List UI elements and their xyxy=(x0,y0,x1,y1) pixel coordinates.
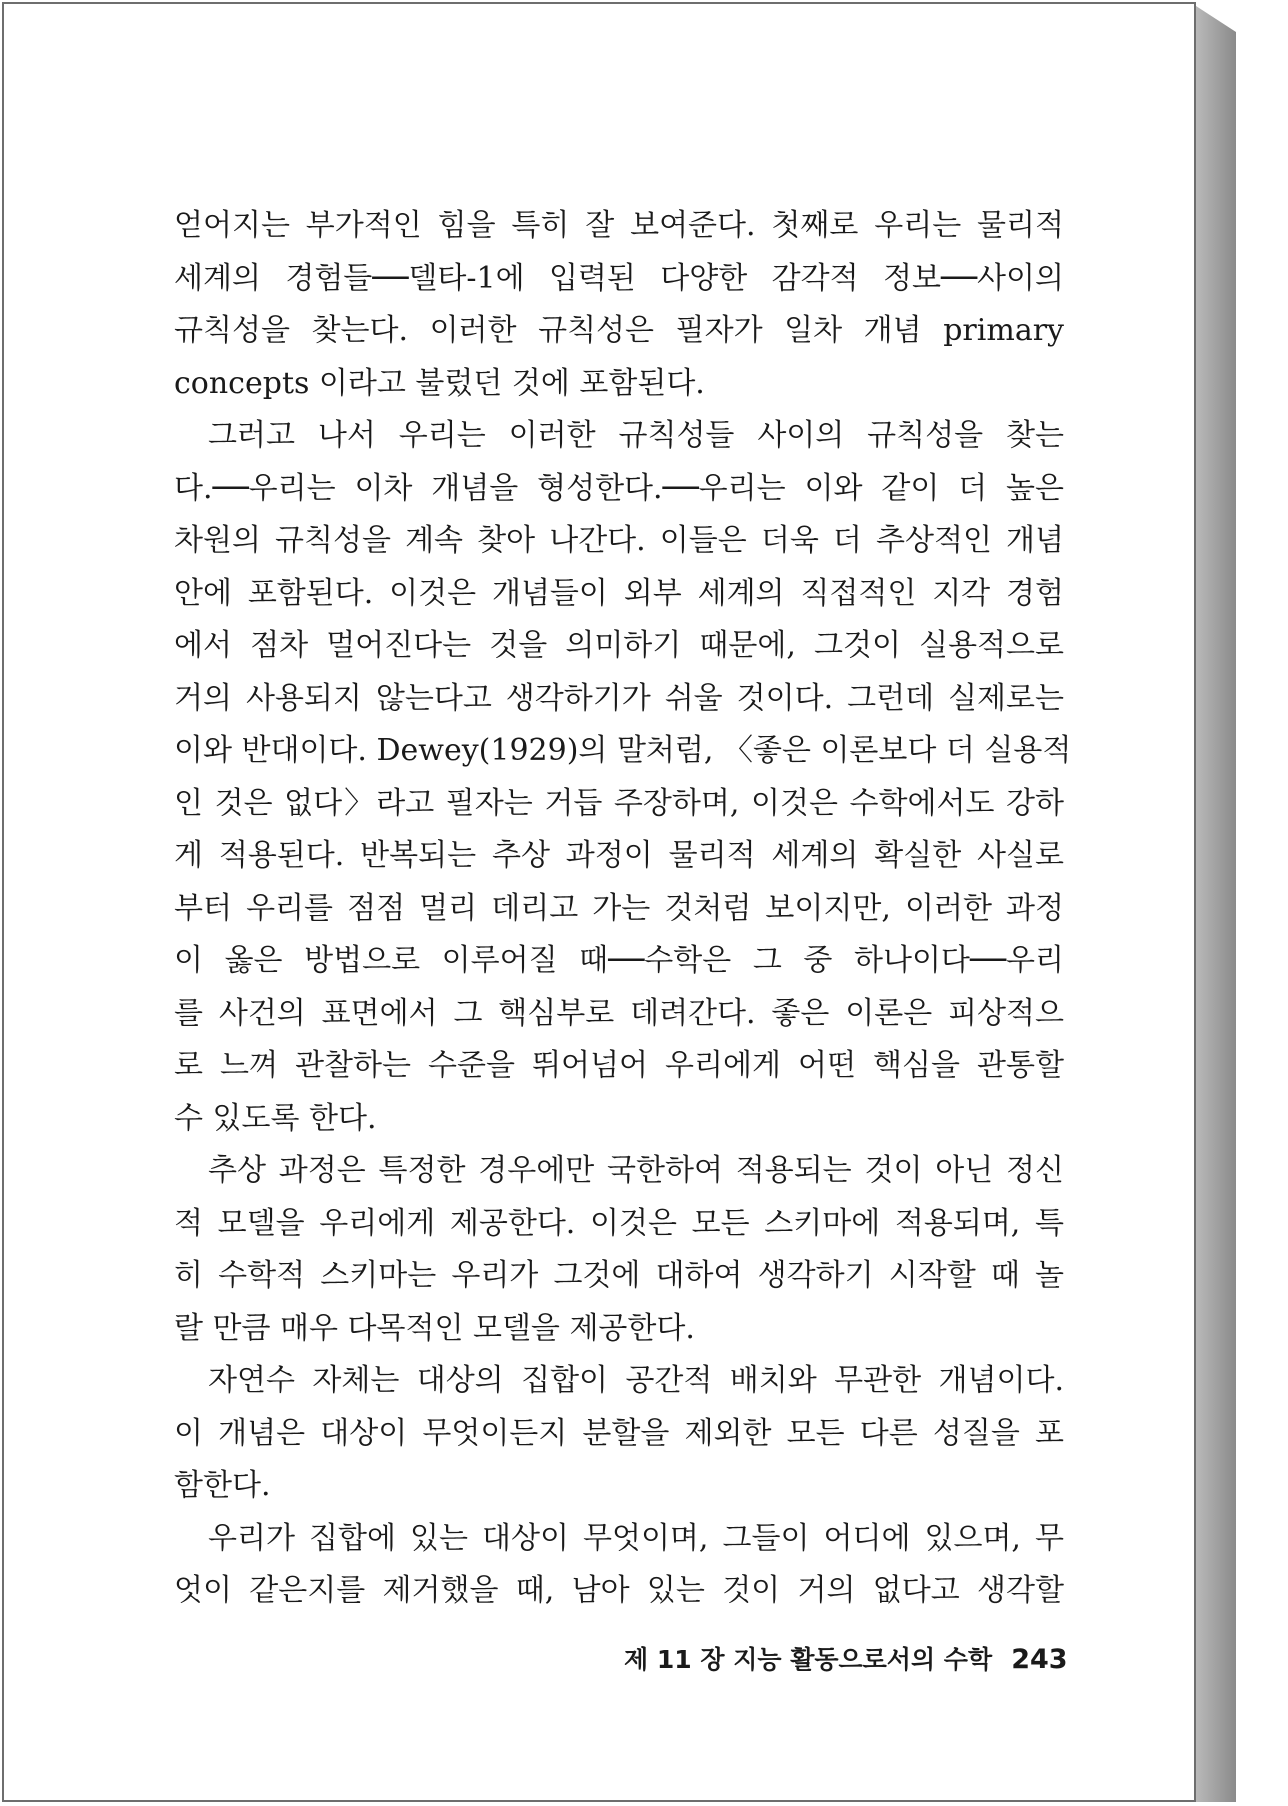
book-page xyxy=(2,2,1196,1802)
text-line: 히 수학적 스키마는 우리가 그것에 대하여 생각하기 시작할 때 놀 xyxy=(174,1258,1064,1293)
text-line: 로 느껴 관찰하는 수준을 뛰어넘어 우리에게 어떤 핵심을 관통할 xyxy=(174,1048,1064,1083)
text-line: 규칙성을 찾는다. 이러한 규칙성은 필자가 일차 개념 primary xyxy=(174,313,1064,348)
text-line: 이 개념은 대상이 무엇이든지 분할을 제외한 모든 다른 성질을 포 xyxy=(174,1415,1064,1451)
text-line: 세계의 경험들──델타-1에 입력된 다양한 감각적 정보──사이의 xyxy=(174,260,1064,296)
text-line: 추상 과정은 특정한 경우에만 국한하여 적용되는 것이 아닌 정신 xyxy=(208,1153,1064,1188)
text-line: 이 옳은 방법으로 이루어질 때──수학은 그 중 하나이다──우리 xyxy=(174,943,1064,978)
text-line: 자연수 자체는 대상의 집합이 공간적 배치와 무관한 개념이다. xyxy=(208,1363,1064,1398)
text-line: 적 모델을 우리에게 제공한다. 이것은 모든 스키마에 적용되며, 특 xyxy=(174,1205,1064,1241)
text-line: 수 있도록 한다. xyxy=(174,1100,377,1136)
text-line: 안에 포함된다. 이것은 개념들이 외부 세계의 직접적인 지각 경험 xyxy=(174,575,1064,611)
text-line: 엇이 같은지를 제거했을 때, 남아 있는 것이 거의 없다고 생각할 xyxy=(174,1573,1064,1608)
text-line: 인 것은 없다〉라고 필자는 거듭 주장하며, 이것은 수학에서도 강하 xyxy=(174,785,1064,821)
body-text xyxy=(174,200,1072,1618)
text-line: 다.──우리는 이차 개념을 형성한다.──우리는 이와 같이 더 높은 xyxy=(174,470,1064,506)
text-line: 에서 점차 멀어진다는 것을 의미하기 때문에, 그것이 실용적으로 xyxy=(174,628,1064,663)
page-number: 243 xyxy=(1011,1644,1068,1675)
text-line: 얻어지는 부가적인 힘을 특히 잘 보여준다. 첫째로 우리는 물리적 xyxy=(174,208,1064,243)
text-line: 함한다. xyxy=(174,1468,271,1503)
text-line: 를 사건의 표면에서 그 핵심부로 데려간다. 좋은 이론은 피상적으 xyxy=(174,995,1064,1031)
chapter-title: 제 11 장 지능 활동으로서의 수학 xyxy=(624,1645,993,1674)
text-line: 게 적용된다. 반복되는 추상 과정이 물리적 세계의 확실한 사실로 xyxy=(174,838,1064,873)
page-edge xyxy=(1196,6,1236,1802)
text-line: 랄 만큼 매우 다목적인 모델을 제공한다. xyxy=(174,1310,695,1346)
text-line: 그러고 나서 우리는 이러한 규칙성들 사이의 규칙성을 찾는 xyxy=(208,418,1064,453)
text-line: 우리가 집합에 있는 대상이 무엇이며, 그들이 어디에 있으며, 무 xyxy=(208,1520,1064,1556)
text-line: 부터 우리를 점점 멀리 데리고 가는 것처럼 보이지만, 이러한 과정 xyxy=(174,890,1064,926)
text-line: concepts 이라고 불렀던 것에 포함된다. xyxy=(174,365,705,401)
text-line: 거의 사용되지 않는다고 생각하기가 쉬울 것이다. 그런데 실제로는 xyxy=(174,680,1064,716)
text-line: 이와 반대이다. Dewey(1929)의 말처럼, 〈좋은 이론보다 더 실용적 xyxy=(174,733,1072,768)
page-footer xyxy=(624,1640,1068,1676)
text-line: 차원의 규칙성을 계속 찾아 나간다. 이들은 더욱 더 추상적인 개념 xyxy=(174,523,1064,558)
